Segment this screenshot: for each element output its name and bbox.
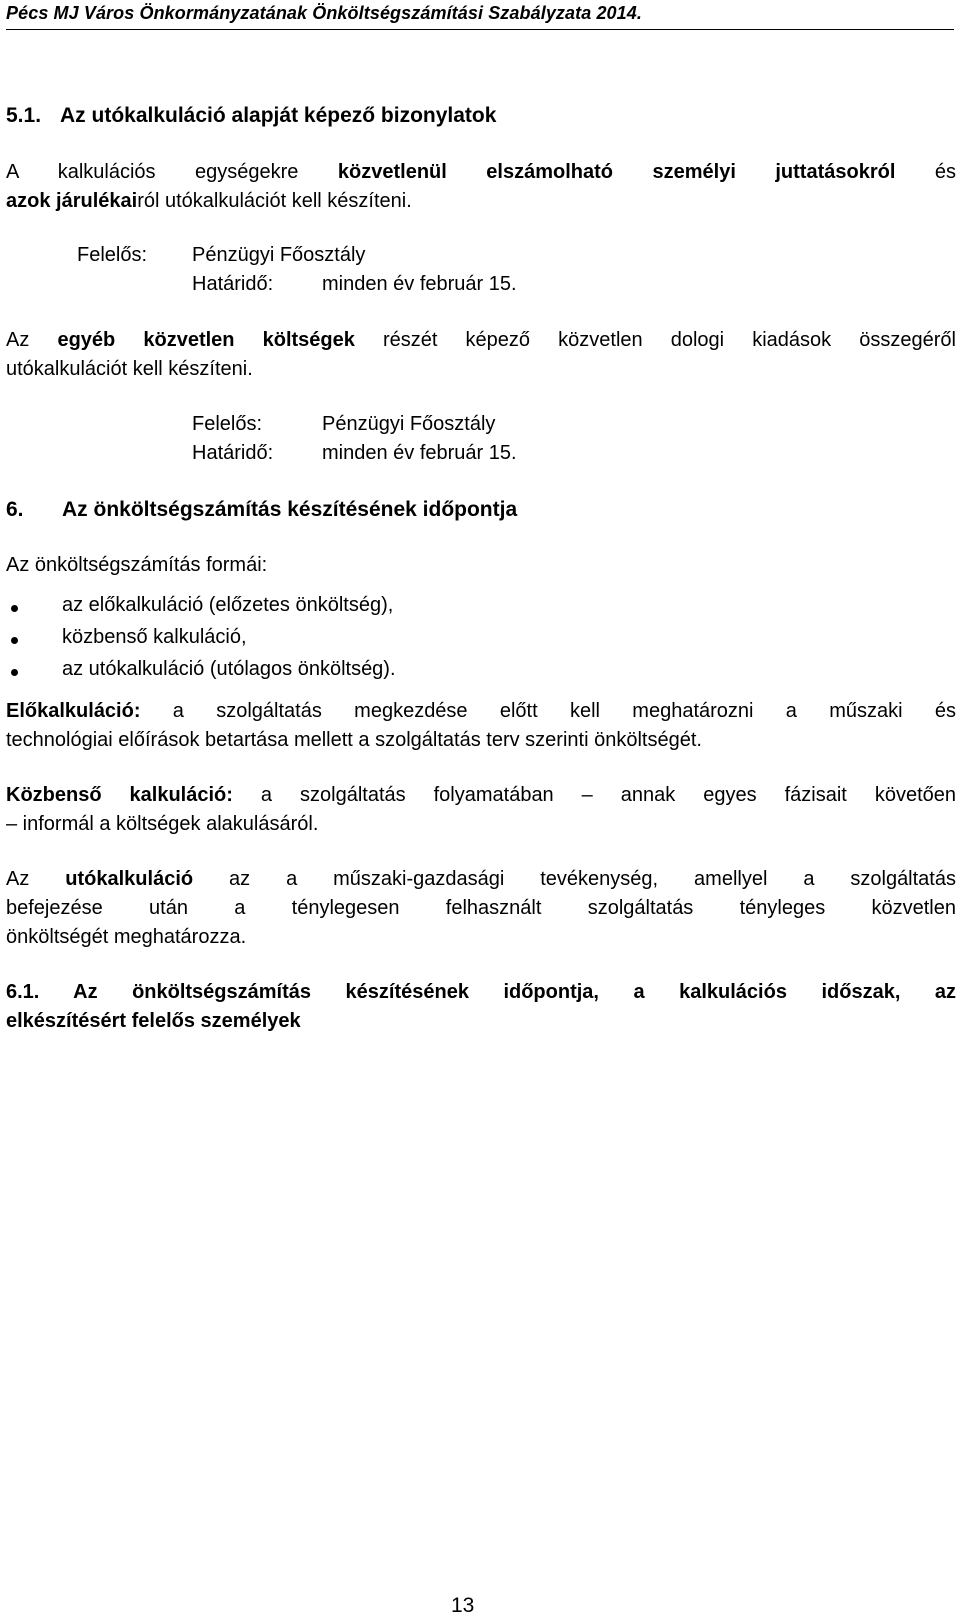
term-bold: Közbenső kalkuláció:	[6, 784, 233, 806]
section-6-title: Az önköltségszámítás készítésének időpontja	[62, 498, 518, 521]
responsible-label: Felelős:	[192, 413, 263, 435]
paragraph-other-direct-costs	[6, 326, 956, 384]
bullet-icon	[11, 669, 18, 676]
list-item: az utókalkuláció (utólagos önköltség).	[62, 658, 396, 680]
deadline-value: minden év február 15.	[322, 442, 517, 464]
bullet-icon	[11, 637, 18, 644]
para-text: önköltségét meghatározza.	[6, 926, 247, 948]
para-text: A kalkulációs egységekre	[6, 161, 338, 183]
deadline-label: Határidő:	[192, 273, 274, 295]
term-bold: Előkalkuláció:	[6, 700, 141, 722]
para-text: az a műszaki-gazdasági tevékenység, amellyel a szolgáltatás	[193, 868, 956, 890]
para-bold-text: azok járulékai	[6, 190, 138, 212]
para-text: részét képező közvetlen dologi kiadások összegéről	[354, 329, 956, 351]
heading-line: 6.1. Az önköltségszámítás készítésének időpontja, a kalkulációs időszak, az	[6, 981, 956, 1003]
para-text: és	[895, 161, 956, 183]
section-6-1-heading	[6, 978, 956, 1036]
para-text: a szolgáltatás megkezdése előtt kell meghatározni a műszaki és	[140, 700, 956, 722]
para-text: technológiai előírások betartása mellett a szolgáltatás terv szerinti önköltségét.	[6, 729, 702, 751]
section-6-number: 6.	[6, 498, 24, 521]
para-text: ról utókalkulációt kell készíteni.	[137, 190, 412, 212]
responsible-label: Felelős:	[77, 244, 148, 266]
paragraph-personal-benefits	[6, 158, 956, 216]
page-number: 13	[451, 1594, 475, 1617]
responsible-value: Pénzügyi Főosztály	[192, 244, 366, 266]
para-text: – informál a költségek alakulásáról.	[6, 813, 319, 835]
para-bold-text: egyéb közvetlen költségek	[57, 329, 355, 351]
para-bold-text: közvetlenül elszámolható személyi juttatásokról	[337, 161, 896, 183]
para-bold-text: utókalkuláció	[65, 868, 194, 890]
section-5-1-title: Az utókalkuláció alapját képező bizonylatok	[60, 104, 497, 127]
para-text: befejezése után a ténylegesen felhasznált szolgáltatás tényleges közvetlen	[6, 897, 956, 919]
deadline-label: Határidő:	[192, 442, 274, 464]
bullet-icon	[11, 605, 18, 612]
responsible-value: Pénzügyi Főosztály	[322, 413, 496, 435]
para-text: utókalkulációt kell készíteni.	[6, 358, 253, 380]
deadline-value: minden év február 15.	[322, 273, 517, 295]
list-item: közbenső kalkuláció,	[62, 626, 247, 648]
paragraph-pre-calculation	[6, 697, 956, 755]
forms-intro: Az önköltségszámítás formái:	[6, 554, 268, 576]
list-item: az előkalkuláció (előzetes önköltség),	[62, 594, 394, 616]
running-header: Pécs MJ Város Önkormányzatának Önköltségszámítási Szabályzata 2014.	[6, 3, 954, 30]
section-5-1-number: 5.1.	[6, 104, 42, 127]
heading-line: elkészítésért felelős személyek	[6, 1010, 301, 1032]
para-text: a szolgáltatás folyamatában – annak egyes fázisait követően	[232, 784, 956, 806]
para-text: Az	[6, 868, 66, 890]
paragraph-interim-calculation	[6, 781, 956, 839]
para-text: Az	[6, 329, 58, 351]
paragraph-post-calculation	[6, 865, 956, 952]
